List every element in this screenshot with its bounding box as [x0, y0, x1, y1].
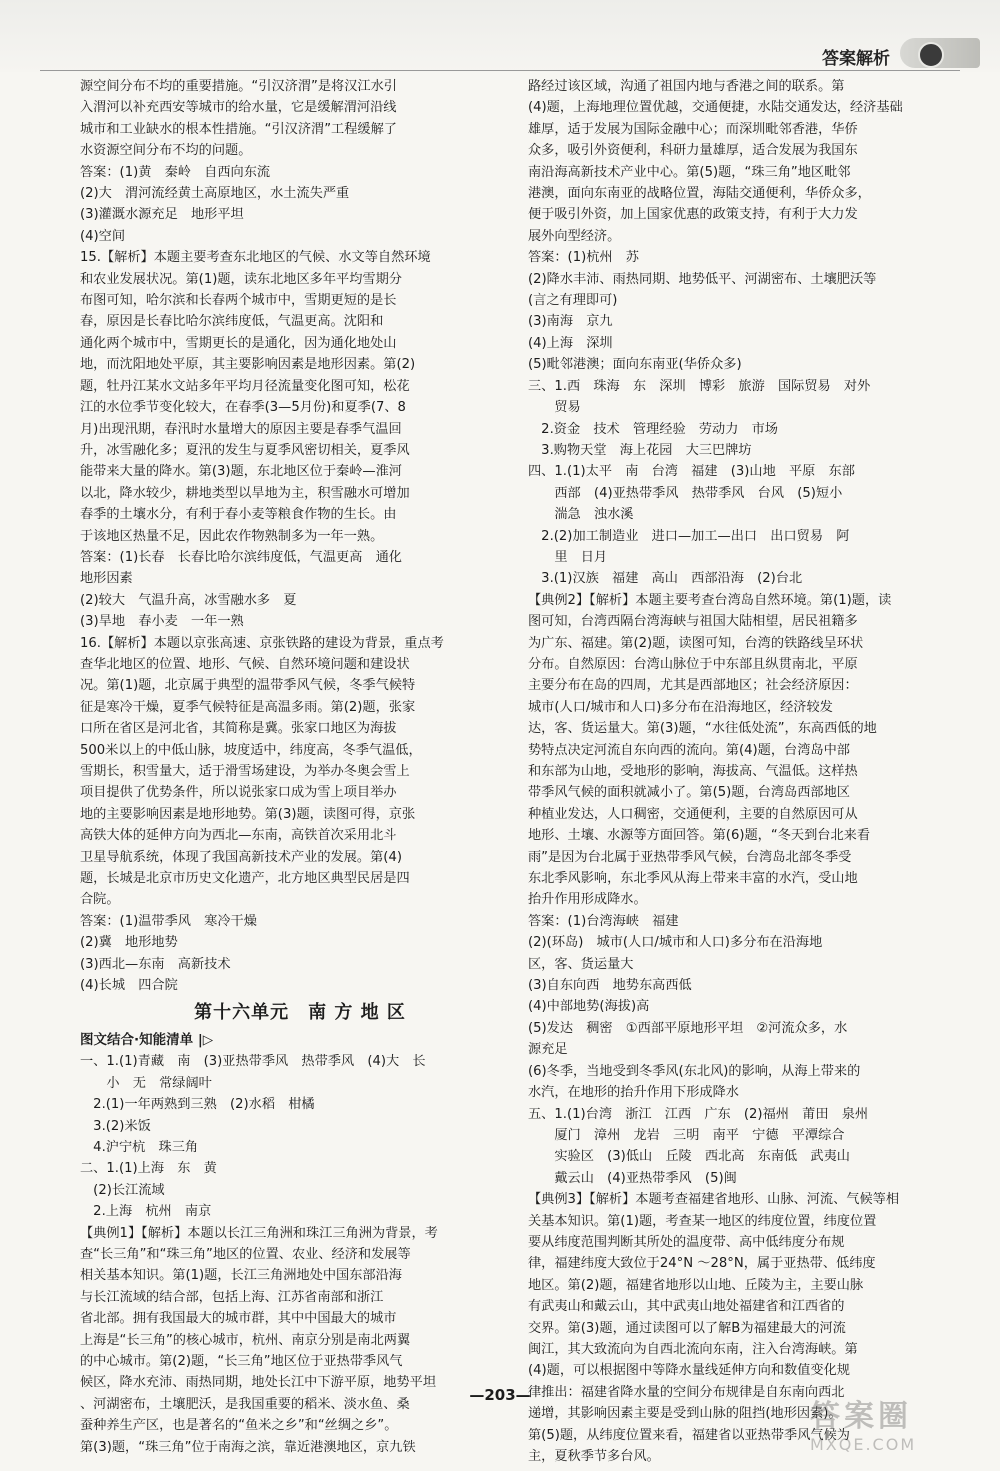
- text-line: 小 无 常绿阔叶: [80, 1075, 212, 1091]
- text-line: (4)上海 深圳: [528, 335, 613, 351]
- text-line: 五、1.(1)台湾 浙江 江西 广东 (2)福州 莆田 泉州: [528, 1106, 869, 1122]
- text-line: 卫星导航系统，体现了我国高新技术产业的发展。第(4): [80, 849, 402, 865]
- text-line: 答案：(1)温带季风 寒冷干燥: [80, 913, 257, 929]
- text-line: 春，原因是长春比哈尔滨纬度低，气温更高。沈阳和: [80, 314, 384, 330]
- watermark-logo: [810, 1391, 980, 1454]
- text-line: 为广东、福建。第(2)题，读图可知，台湾的铁路线呈环状: [528, 635, 864, 651]
- text-line: 16.【解析】本题以京张高速、京张铁路的建设为背景，重点考: [80, 635, 444, 651]
- text-line: 江的水位季节变化较大，在春季(3—5月份)和夏季(7、8: [80, 400, 406, 416]
- page-number: —203—: [469, 1386, 531, 1404]
- text-line: 第(3)题，“珠三角”位于南海之滨，靠近港澳地区，京九铁: [80, 1439, 416, 1455]
- text-line: 带季风气候的面积就减小了。第(5)题，台湾岛西部地区: [528, 785, 850, 801]
- text-line: (3)自东向西 地势东高西低: [528, 978, 692, 994]
- text-line: 路经过该区域，沟通了祖国内地与香港之间的联系。第: [528, 79, 845, 94]
- text-line: 题，长城是北京市历史文化遗产，北方地区典型民居是四: [80, 871, 410, 887]
- text-line: (4)长城 四合院: [80, 978, 178, 994]
- section-heading: 图文结合·知能清单 |▷: [80, 1031, 214, 1048]
- text-line: 布图可知，哈尔滨和长春两个城市中，雪期更短的是长: [80, 293, 397, 309]
- text-line: 的中心城市。第(2)题，“长三角”地区位于亚热带季风气: [80, 1353, 403, 1369]
- text-line: 入渭河以补充西安等城市的给水量，它是缓解渭河沿线: [80, 100, 397, 116]
- text-line: 和农业发展状况。第(1)题，读东北地区多年平均雪期分: [80, 271, 402, 287]
- text-line: 征是寒冷干燥，夏季气候特征是高温多雨。第(2)题，张家: [80, 699, 416, 715]
- text-line: 要从纬度范围判断其所处的温度带、高中低纬度分布规: [528, 1234, 845, 1250]
- text-line: 项目提供了优势条件，所以说张家口成为雪上项目举办: [80, 785, 397, 801]
- text-line: (4)题，上海地理位置优越，交通便捷，水陆交通发达，经济基础: [528, 100, 903, 116]
- text-line: 2.资金 技术 管理经验 劳动力 市场: [528, 421, 778, 437]
- text-line: 种植业发达，人口稠密，交通便利，主要的自然原因可从: [528, 806, 858, 822]
- text-line: 里 日月: [528, 549, 608, 565]
- text-line: 查“长三角”和“珠三角”地区的位置、农业、经济和发展等: [80, 1246, 411, 1262]
- text-line: 闽江，其大致流向为自西北流向东南，注入台湾海峡。第: [528, 1341, 858, 1357]
- text-line: 蚕种养生产区，也是著名的“鱼米之乡”和“丝绸之乡”。: [80, 1418, 398, 1434]
- text-line: 律推出：福建省降水量的空间分布规律是自东南向西北: [528, 1384, 845, 1400]
- text-line: 雨”是因为台北属于亚热带季风气候，台湾岛北部冬季受: [528, 849, 852, 865]
- text-line: (3)南海 京九: [528, 314, 613, 330]
- text-line: 与长江流域的结合部，包括上海、江苏省南部和浙江: [80, 1289, 384, 1305]
- text-line: 月)出现汛期，春汛时水量增大的原因主要是春季气温回: [80, 421, 402, 437]
- text-line: 3.(1)汉族 福建 高山 西部沿海 (2)台北: [528, 571, 803, 587]
- text-line: 水资源空间分布不均的问题。: [80, 143, 252, 159]
- text-line: 雪期长，积雪量大，适于滑雪场建设，为举办冬奥会雪上: [80, 764, 410, 779]
- text-line: (2)较大 气温升高，冰雪融水多 夏: [80, 592, 297, 608]
- header-badge-icon: [900, 38, 980, 68]
- text-line: 能带来大量的降水。第(3)题，东北地区位于秦岭—淮河: [80, 464, 402, 480]
- text-line: 答案：(1)台湾海峡 福建: [528, 913, 679, 929]
- text-line: 地的主要影响因素是地形地势。第(3)题，读图可得，京张: [80, 806, 416, 822]
- text-line: 2.(1)一年两熟到三熟 (2)水稻 柑橘: [80, 1097, 315, 1113]
- text-line: (4)中部地势(海拔)高: [528, 999, 650, 1015]
- text-line: 答案：(1)杭州 苏: [528, 250, 639, 266]
- text-line: 贸易: [528, 400, 581, 416]
- text-line: 升，冰雪融化多；夏汛的发生与夏季风密切相关，夏季风: [80, 442, 410, 458]
- text-line: 以北，降水较少，耕地类型以旱地为主，积雪融水可增加: [80, 485, 410, 501]
- text-line: 于该地区热量不足，因此农作物熟制多为一年一熟。: [80, 528, 384, 544]
- text-line: 二、1.(1)上海 东 黄: [80, 1161, 217, 1177]
- text-line: 3.购物天堂 海上花园 大三巴牌坊: [528, 442, 752, 458]
- text-line: 答案：(1)黄 秦岭 自西向东流: [80, 164, 271, 180]
- unit-heading: 第十六单元 南 方 地 区: [194, 1002, 406, 1024]
- text-line: 众多，吸引外资便利，科研力量雄厚，适合发展为我国东: [528, 143, 858, 159]
- text-line: 湍急 浊水溪: [528, 507, 634, 523]
- text-line: 答案：(1)长春 长春比哈尔滨纬度低，气温更高 通化: [80, 549, 402, 565]
- text-line: 主，夏秋季节多台风。: [528, 1449, 660, 1464]
- text-line: (2)冀 地形地势: [80, 935, 178, 951]
- text-line: (2)降水丰沛、雨热同期、地势低平、河湖密布、土壤肥沃等: [528, 271, 877, 287]
- text-line: 达，客、货运量大。第(3)题，“水往低处流”，东高西低的地: [528, 721, 877, 737]
- text-line: 城市(人口/城市和人口)多分布在沿海地区，经济较发: [528, 699, 833, 715]
- text-line: 有武夷山和戴云山，其中武夷山地处福建省和江西省的: [528, 1299, 845, 1315]
- text-line: 3.(2)米饭: [80, 1118, 151, 1134]
- text-line: 【典例2】【解析】本题主要考查台湾岛自然环境。第(1)题，读: [528, 592, 892, 608]
- text-line: 、河湖密布，土壤肥沃，是我国重要的稻米、淡水鱼、桑: [80, 1396, 410, 1412]
- text-line: 图可知，台湾西隔台湾海峡与祖国大陆相望，居民祖籍多: [528, 614, 858, 630]
- text-line: 戴云山 (4)亚热带季风 (5)闽: [528, 1170, 737, 1186]
- eye-icon: [918, 42, 944, 68]
- text-line: 交界。第(3)题，通过读图可以了解B为福建最大的河流: [528, 1320, 846, 1336]
- text-line: 地形因素: [80, 571, 133, 587]
- text-line: 地形、土壤、水源等方面回答。第(6)题，“冬天到台北来看: [528, 828, 871, 844]
- text-line: 区，客、货运量大: [528, 956, 634, 972]
- text-line: 第(5)题，从纬度位置来看，福建省以亚热带季风气候为: [528, 1427, 850, 1443]
- watermark-brand: 答案圈: [810, 1399, 912, 1434]
- text-line: 势特点决定河流自东向西的流向。第(4)题，台湾岛中部: [528, 742, 850, 758]
- text-line: 源空间分布不均的重要措施。“引汉济渭”是将汉江水引: [80, 79, 397, 94]
- right-column: [528, 76, 968, 1467]
- text-line: 口所在省区是河北省，其简称是冀。张家口地区为海拔: [80, 721, 397, 737]
- text-line: 实验区 (3)低山 丘陵 西北高 东南低 武夷山: [528, 1149, 850, 1165]
- text-line: 分布。自然原因：台湾山脉位于中东部且纵贯南北，平原: [528, 656, 858, 672]
- text-line: 合院。: [80, 892, 120, 908]
- text-line: 展外向型经济。: [528, 228, 621, 244]
- text-line: 关基本知识。第(1)题，考查某一地区的纬度位置，纬度位置: [528, 1213, 877, 1229]
- text-line: 查华北地区的位置、地形、气候、自然环境问题和建设状: [80, 656, 410, 672]
- text-line: (2)长江流域: [80, 1182, 165, 1198]
- text-line: 地区。第(2)题，福建省地形以山地、丘陵为主，主要山脉: [528, 1277, 864, 1293]
- text-line: (5)发达 稠密 ①西部平原地形平坦 ②河流众多，水: [528, 1020, 848, 1036]
- text-line: 春季的土壤水分，有利于春小麦等粮食作物的生长。由: [80, 507, 397, 523]
- text-line: 厦门 漳州 龙岩 三明 南平 宁德 平潭综合: [528, 1127, 845, 1143]
- text-line: (2)(环岛) 城市(人口/城市和人口)多分布在沿海地: [528, 935, 823, 951]
- text-line: 东北季风影响，东北季风从海上带来丰富的水汽，受山地: [528, 871, 858, 887]
- text-line: 高铁大体的延伸方向为西北—东南，高铁首次采用北斗: [80, 828, 397, 844]
- text-line: 递增，其影响因素主要是受到山脉的阻挡(地形因素)。: [528, 1406, 842, 1422]
- text-line: 上海是“长三角”的核心城市，杭州、南京分别是南北两翼: [80, 1332, 411, 1348]
- text-line: 2.(2)加工制造业 进口—加工—出口 出口贸易 阿: [528, 528, 850, 544]
- text-line: 西部 (4)亚热带季风 热带季风 台风 (5)短小: [528, 485, 843, 501]
- text-line: 城市和工业缺水的根本性措施。“引汉济渭”工程缓解了: [80, 121, 397, 137]
- text-line: 主要分布在岛的四周，尤其是西部地区；社会经济原因：: [528, 678, 858, 694]
- text-line: (4)空间: [80, 228, 126, 244]
- text-line: 水汽，在地形的抬升作用下形成降水: [528, 1085, 739, 1101]
- text-line: 【典例3】【解析】本题考查福建省地形、山脉、河流、气候等相: [528, 1192, 900, 1208]
- text-line: (6)冬季，当地受到冬季风(东北风)的影响，从海上带来的: [528, 1063, 861, 1079]
- text-line: (5)毗邻港澳；面向东南亚(华侨众多): [528, 357, 742, 373]
- left-column: [80, 76, 520, 1458]
- text-line: 【典例1】【解析】本题以长江三角洲和珠江三角洲为背景，考: [80, 1225, 438, 1241]
- text-line: 500米以上的中低山脉，坡度适中，纬度高，冬季气温低，: [80, 742, 422, 758]
- text-line: 港澳，面向东南亚的战略位置，海陆交通便利，华侨众多，: [528, 186, 871, 202]
- text-line: 抬升作用形成降水。: [528, 892, 647, 908]
- text-line: 15.【解析】本题主要考查东北地区的气候、水文等自然环境: [80, 250, 431, 266]
- text-line: (3)灌溉水源充足 地形平坦: [80, 207, 244, 223]
- text-line: 便于吸引外资，加上国家优惠的政策支持，有利于大力发: [528, 207, 858, 223]
- text-line: 地，而沈阳地处平原，其主要影响因素是地形因素。第(2): [80, 357, 416, 373]
- text-line: 4.沪宁杭 珠三角: [80, 1139, 199, 1155]
- text-line: 候区，降水充沛、雨热同期，地处长江中下游平原，地势平坦: [80, 1375, 437, 1391]
- text-line: 一、1.(1)青藏 南 (3)亚热带季风 热带季风 (4)大 长: [80, 1054, 426, 1070]
- text-line: (3)西北—东南 高新技术: [80, 956, 231, 972]
- text-line: 况。第(1)题，北京属于典型的温带季风气候，冬季气候特: [80, 678, 416, 694]
- text-line: 律，福建纬度大致位于24°N ～28°N，属于亚热带、低纬度: [528, 1256, 876, 1272]
- text-line: 2.上海 杭州 南京: [80, 1204, 212, 1220]
- header-title: 答案解析: [822, 49, 890, 69]
- text-line: 通化两个城市中，雪期更长的是通化，因为通化地处山: [80, 335, 397, 351]
- text-line: 源充足: [528, 1042, 568, 1058]
- text-line: (4)题，可以根据图中等降水量线延伸方向和数值变化规: [528, 1363, 850, 1379]
- text-line: (2)大 渭河流经黄土高原地区，水土流失严重: [80, 186, 350, 202]
- header-divider: [40, 70, 960, 71]
- text-line: 四、1.(1)太平 南 台湾 福建 (3)山地 平原 东部: [528, 464, 855, 480]
- watermark-url: MXQE.COM: [810, 1435, 917, 1454]
- text-line: (言之有理即可): [528, 293, 618, 309]
- text-line: 雄厚，适于发展为国际金融中心；而深圳毗邻香港，华侨: [528, 121, 858, 137]
- text-line: 题，牡丹江某水文站多年平均月径流量变化图可知，松花: [80, 378, 410, 394]
- text-line: 三、1.西 珠海 东 深圳 博彩 旅游 国际贸易 对外: [528, 378, 871, 394]
- text-line: 南沿海高新技术产业中心。第(5)题，“珠三角”地区毗邻: [528, 164, 851, 180]
- text-line: 和东部为山地，受地形的影响，海拔高、气温低。这样热: [528, 764, 858, 779]
- text-line: (3)旱地 春小麦 一年一熟: [80, 614, 244, 630]
- text-line: 省北部。拥有我国最大的城市群，其中中国最大的城市: [80, 1311, 397, 1327]
- text-line: 相关基本知识。第(1)题，长江三角洲地处中国东部沿海: [80, 1268, 402, 1284]
